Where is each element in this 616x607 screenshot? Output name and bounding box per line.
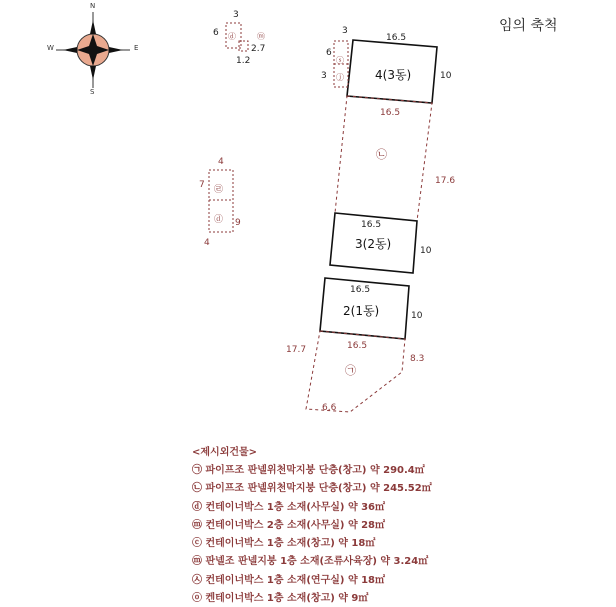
building-2-depth: 10 xyxy=(411,311,423,321)
tent-l-depth: 17.6 xyxy=(435,176,456,186)
building-4-label: 4(3동) xyxy=(375,68,412,82)
legend-item: ⓜ 컨테이너박스 2층 소재(사무실) 약 28㎡ xyxy=(192,519,386,531)
tent-g-left: 17.7 xyxy=(286,345,307,355)
marker-s-icon: ⓢ xyxy=(336,56,344,65)
building-4-width: 16.5 xyxy=(386,33,407,43)
legend-item: ㉠ 파이프조 판넬위천막지붕 단층(창고) 약 290.4㎡ xyxy=(192,465,425,476)
container-m-small xyxy=(239,41,248,51)
legend-item: ㉡ 파이프조 판넬위천막지붕 단층(창고) 약 245.52㎡ xyxy=(192,483,432,495)
container-r-left: 7 xyxy=(199,180,205,190)
legend-item: ㉦ 컨테이너박스 1층 소재(연구실) 약 18㎡ xyxy=(192,574,386,586)
compass-s: S xyxy=(90,88,95,96)
building-3-width: 16.5 xyxy=(361,220,382,230)
container-r-bottom: 4 xyxy=(204,238,210,248)
scale-title: 임의 축척 xyxy=(499,18,558,34)
building-3-depth: 10 xyxy=(420,246,432,256)
container-d-depth: 6 xyxy=(213,28,219,38)
legend-header: <제시외건물> xyxy=(192,447,258,458)
compass-e: E xyxy=(134,44,139,52)
tent-g-top: 16.5 xyxy=(347,341,368,351)
building-2-width: 16.5 xyxy=(350,285,371,295)
container-r-right: 9 xyxy=(235,218,241,228)
marker-g-icon: ㉠ xyxy=(345,364,356,377)
marker-m-icon: ⓜ xyxy=(257,32,265,41)
container-s-width: 3 xyxy=(342,26,348,36)
building-3-label: 3(2동) xyxy=(355,237,392,251)
building-4-depth: 10 xyxy=(440,71,452,81)
tent-l-width: 16.5 xyxy=(380,108,401,118)
marker-r-icon: ㉣ xyxy=(214,185,224,195)
container-s-depth: 6 xyxy=(326,48,332,58)
legend-item: ⓒ 컨테이너박스 1층 소재(창고) 약 18㎡ xyxy=(192,538,376,550)
legend-item: ⓓ 컨테이너박스 1층 소재(사무실) 약 36㎡ xyxy=(192,501,386,513)
marker-d-icon: ⓓ xyxy=(228,32,236,41)
tent-g-bottom: 6.6 xyxy=(322,403,337,413)
tent-g-right: 8.3 xyxy=(410,354,425,364)
legend xyxy=(192,443,492,607)
compass-n: N xyxy=(90,2,96,10)
container-r-top: 4 xyxy=(218,157,224,167)
building-2-label: 2(1동) xyxy=(343,304,380,318)
marker-d2-icon: ⓓ xyxy=(214,215,224,225)
container-s-depth2: 3 xyxy=(321,71,327,81)
marker-l-icon: ㉡ xyxy=(376,148,387,161)
container-m-depth: 1.2 xyxy=(236,56,251,66)
legend-item: ⓞ 켄테이너박스 1층 소재(창고) 약 9㎡ xyxy=(192,593,369,605)
marker-j-icon: ⓙ xyxy=(336,73,344,82)
compass-w: W xyxy=(47,44,54,52)
container-d-width: 3 xyxy=(233,10,239,20)
container-m-width: 2.7 xyxy=(251,44,266,54)
legend-item: ⓜ 판넬조 판넬지붕 1층 소재(조류사육장) 약 3.24㎡ xyxy=(192,556,429,568)
